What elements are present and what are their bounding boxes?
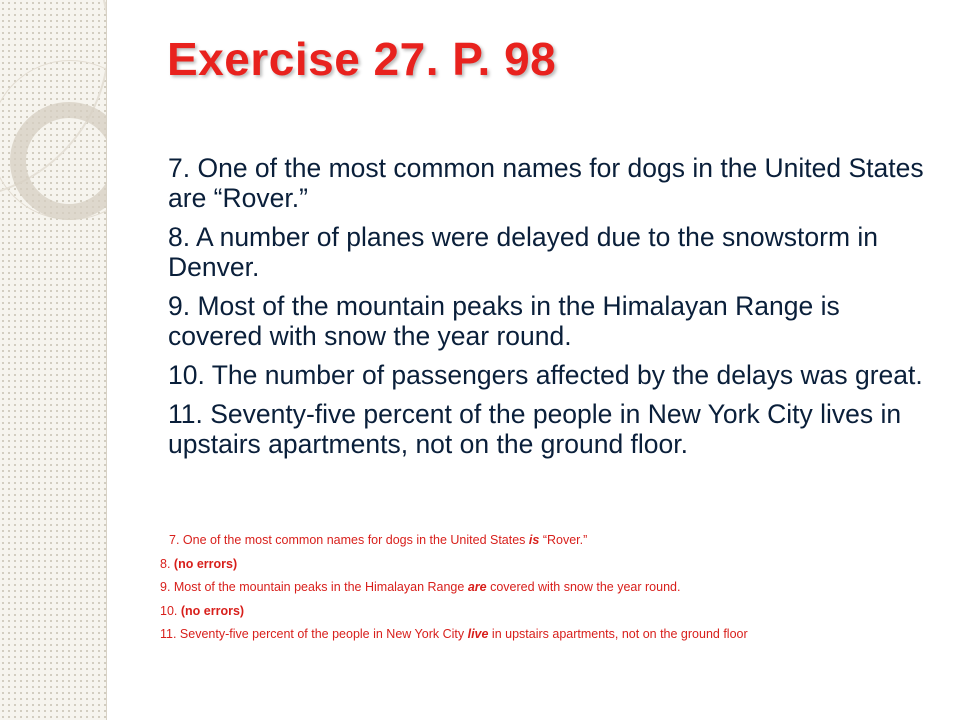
answer-key: [160, 532, 940, 650]
sentence-9: 9. Most of the mountain peaks in the Himalayan Range is covered with snow the year round.: [168, 291, 840, 351]
answer-8-text: (no errors): [173, 556, 238, 571]
answer-8: [160, 556, 940, 580]
answer-10-text: (no errors): [180, 603, 245, 618]
sentence-8: 8. A number of planes were delayed due to the snowstorm in Denver.: [168, 222, 879, 282]
slide-title: Exercise 27. P. 98: [167, 33, 557, 85]
sentence-11: 11. Seventy-five percent of the people in New York City lives in upstairs apartments, not on the ground floor.: [168, 399, 902, 459]
answer-7: [160, 532, 940, 556]
answer-11-correction: live: [467, 627, 489, 641]
answer-7-after: “Rover.”: [539, 533, 588, 547]
answer-10-number: 10.: [160, 603, 181, 618]
answer-11: [160, 626, 940, 650]
answer-7-before: 7. One of the most common names for dogs in the United States: [169, 533, 529, 547]
answer-9-after: covered with snow the year round.: [486, 580, 681, 594]
answer-9: [160, 579, 940, 603]
exercise-sentences: [168, 153, 936, 468]
sentence-10: 10. The number of passengers affected by the delays was great.: [168, 360, 923, 390]
sentence-7: 7. One of the most common names for dogs in the United States are “Rover.”: [168, 153, 924, 213]
answer-11-before: 11. Seventy-five percent of the people in New York City: [160, 627, 468, 641]
answer-10: [160, 603, 940, 627]
sidebar-divider: [106, 0, 107, 720]
answer-9-before: 9. Most of the mountain peaks in the Himalayan Range: [160, 580, 468, 594]
answer-7-correction: is: [528, 533, 540, 547]
answer-8-number: 8.: [160, 556, 174, 571]
answer-9-correction: are: [467, 580, 487, 594]
decorative-sidebar: [0, 0, 107, 720]
answer-11-after: in upstairs apartments, not on the ground floor: [488, 627, 748, 641]
